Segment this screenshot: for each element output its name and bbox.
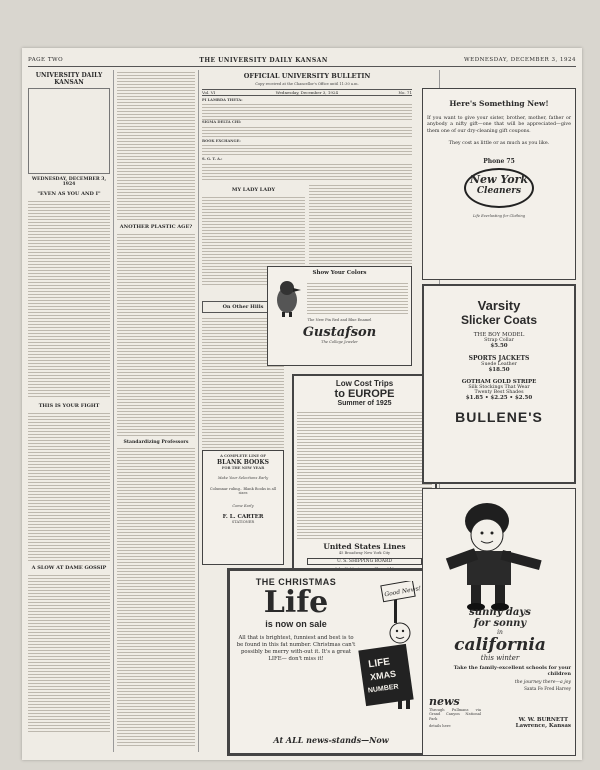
blank-books-line4: Make Your Selections Early: [217, 476, 269, 481]
sf-news-sub: Through Pullmans via Grand Canyon National Park: [429, 707, 481, 721]
bullene-stripe-sub2: Twenty Best Shades: [474, 390, 524, 395]
life-mascot-illustration: [354, 581, 426, 711]
blank-books-line5: Columnar ruling.. Blank Books in all sizes: [209, 486, 277, 496]
ny-tagline: Life Everlasting for Clothing: [472, 214, 526, 219]
show-your-colors-ad: [267, 266, 412, 366]
bullene-line2: Slicker Coats: [460, 313, 538, 327]
europe-address: 45 Broadway New York City: [338, 551, 391, 555]
paper-title: THE UNIVERSITY DAILY KANSAN: [199, 56, 328, 64]
standardizing-body: [117, 446, 195, 746]
colors-heading: Show Your Colors: [312, 270, 367, 276]
bullene-model: THE BOY MODEL: [473, 332, 525, 338]
left-editorial-column: [28, 70, 110, 754]
page-label: PAGE TWO: [28, 57, 64, 63]
ny-title: Here's Something New!: [449, 99, 549, 108]
masthead: UNIVERSITY DAILY KANSAN: [35, 72, 103, 86]
ny-brand1: New York: [469, 173, 528, 187]
europe-company: United States Lines: [323, 542, 406, 551]
second-column: [117, 70, 195, 754]
jayhawk-icon: [271, 278, 303, 318]
bullene-prices3: $1.85 • $2.25 • $2.50: [465, 395, 533, 401]
bulletin-vol: Vol. VI: [202, 89, 216, 95]
blank-books-line2: BLANK BOOKS: [217, 458, 269, 466]
europe-line3: Summer of 1925: [337, 400, 392, 407]
life-cover-word2: XMAS: [369, 668, 397, 683]
life-cover-word3: NUMBER: [367, 683, 399, 695]
bullene-line1: Varsity: [477, 298, 521, 313]
bullene-jackets-sub: Suede Leather: [481, 362, 517, 367]
ny-body: If you want to give your sister, brother, mother, father or anybody a nifty gift—one that will be appreciated—give them one of our dry-cleaning gift coupons.: [427, 116, 571, 134]
bullene-jackets: SPORTS JACKETS: [468, 355, 530, 362]
bullene-stripe: GOTHAM GOLD STRIPE: [461, 379, 537, 385]
blank-books-line6: Come Early: [232, 503, 254, 508]
blank-books-name: F. L. CARTER: [222, 513, 264, 520]
sf-news: news: [429, 694, 460, 708]
sf-line1: sunny days: [469, 607, 531, 618]
europe-body: [297, 410, 432, 540]
blank-books-sub: STATIONER: [231, 519, 255, 524]
boy-illustration: [427, 493, 573, 613]
ny-phone: Phone 75: [483, 158, 515, 166]
bulletin-section-4: S. G. T. A.:: [202, 157, 223, 162]
bulletin-date: Wednesday, December 3, 1924: [275, 89, 339, 95]
editorial-heading-2: THIS IS YOUR FIGHT: [38, 403, 100, 409]
ny-line2: They cost as little or as much as you like.: [448, 141, 550, 147]
plastic-age-heading: ANOTHER PLASTIC AGE?: [119, 224, 193, 230]
life-footer: At ALL news-stands—Now: [273, 735, 389, 745]
sf-tagline: Take the family-excellent schools for your children: [453, 665, 571, 677]
bullene-price2: $18.50: [488, 367, 510, 373]
bullene-store: BULLENE'S: [455, 409, 543, 425]
editorial-heading-1: "EVEN AS YOU AND I": [37, 191, 101, 197]
blank-books-line3: FOR THE NEW YEAR: [221, 465, 265, 470]
life-cover-word1: LIFE: [367, 656, 391, 671]
bulletin-title: OFFICIAL UNIVERSITY BULLETIN: [243, 72, 371, 80]
editorial-body-3: [28, 573, 110, 733]
blank-books-line1: A COMPLETE LINE OF: [220, 454, 266, 458]
colors-brand: Gustafson: [302, 324, 377, 340]
europe-line2: to EUROPE: [334, 388, 395, 400]
bulletin-info-bar: [202, 89, 412, 96]
life-sign-text: Good News!: [383, 585, 422, 599]
sf-city: Lawrence, Kansas: [515, 722, 571, 729]
europe-board: U. S. SHIPPING BOARD: [307, 558, 422, 565]
christmas-life-ad: [227, 568, 435, 756]
sf-details: details here: [429, 724, 451, 729]
sf-journey: the journey there—a joy: [514, 680, 571, 685]
life-line2: is now on sale: [265, 619, 327, 629]
colors-caption: The New Pin Red and Blue Enamel: [307, 318, 372, 322]
life-title: Life: [263, 585, 329, 620]
life-body: All that is brightest, funniest and best is to be found in this fat number. Christmas can't possibly be merry with-out it. It's a great LIFE— don't miss it!: [236, 635, 356, 662]
sf-line2: for sonny: [473, 618, 527, 629]
sf-california: california: [454, 635, 546, 655]
europe-line1: Low Cost Trips: [335, 379, 394, 388]
editorial-body-1: [28, 199, 110, 399]
bulletin-section-1: PI LAMBDA THETA:: [202, 97, 243, 102]
ny-logo: [464, 168, 534, 208]
sf-line3: in: [497, 629, 503, 636]
bullene-model-sub: Strap Collar: [484, 338, 514, 343]
bulletin-section-2: SIGMA DELTA CHI:: [202, 120, 242, 125]
standardizing-heading: Standardizing Professors: [123, 440, 189, 445]
bulletin-section-3: BOOK EXCHANGE:: [202, 138, 241, 143]
santa-fe-california-ad: [422, 488, 576, 756]
life-line1: THE CHRISTMAS: [255, 577, 337, 587]
new-york-cleaners-ad: [422, 88, 576, 280]
staff-box: [28, 88, 110, 174]
page-header: [28, 54, 576, 67]
colors-tagline: The College Jeweler: [321, 339, 358, 344]
bullene-price1: $5.50: [490, 343, 508, 349]
blank-books-ad: [202, 450, 284, 565]
sf-sub-journey: Santa Fe Fred Harvey: [524, 685, 571, 691]
bulletin-no: No. 71: [398, 89, 412, 95]
sf-this-winter: this winter: [480, 654, 520, 662]
col2-text-top: [117, 70, 195, 220]
ny-brand2: Cleaners: [476, 186, 522, 197]
bulletin-subtitle: Copy received at the Chancellor's Office until 11:30 a.m.: [255, 82, 359, 86]
date-label: WEDNESDAY, DECEMBER 3, 1924: [464, 57, 576, 63]
other-hills-heading: On Other Hills: [202, 301, 284, 313]
plastic-age-body: [117, 232, 195, 437]
bullenes-ad: [422, 284, 576, 484]
newspaper-page: [22, 48, 582, 760]
official-bulletin: [202, 70, 412, 292]
editorial-body-2: [28, 411, 110, 561]
editorial-date: WEDNESDAY, DECEMBER 3, 1924: [31, 177, 107, 187]
my-lady-heading: MY LADY LADY: [231, 186, 276, 193]
editorial-heading-3: A SLOW AT DAME GOSSIP: [31, 565, 107, 571]
bullene-stripe-sub: Silk Stockings That Wear: [468, 385, 530, 390]
sf-agent: W. W. BURNETT: [518, 716, 569, 723]
